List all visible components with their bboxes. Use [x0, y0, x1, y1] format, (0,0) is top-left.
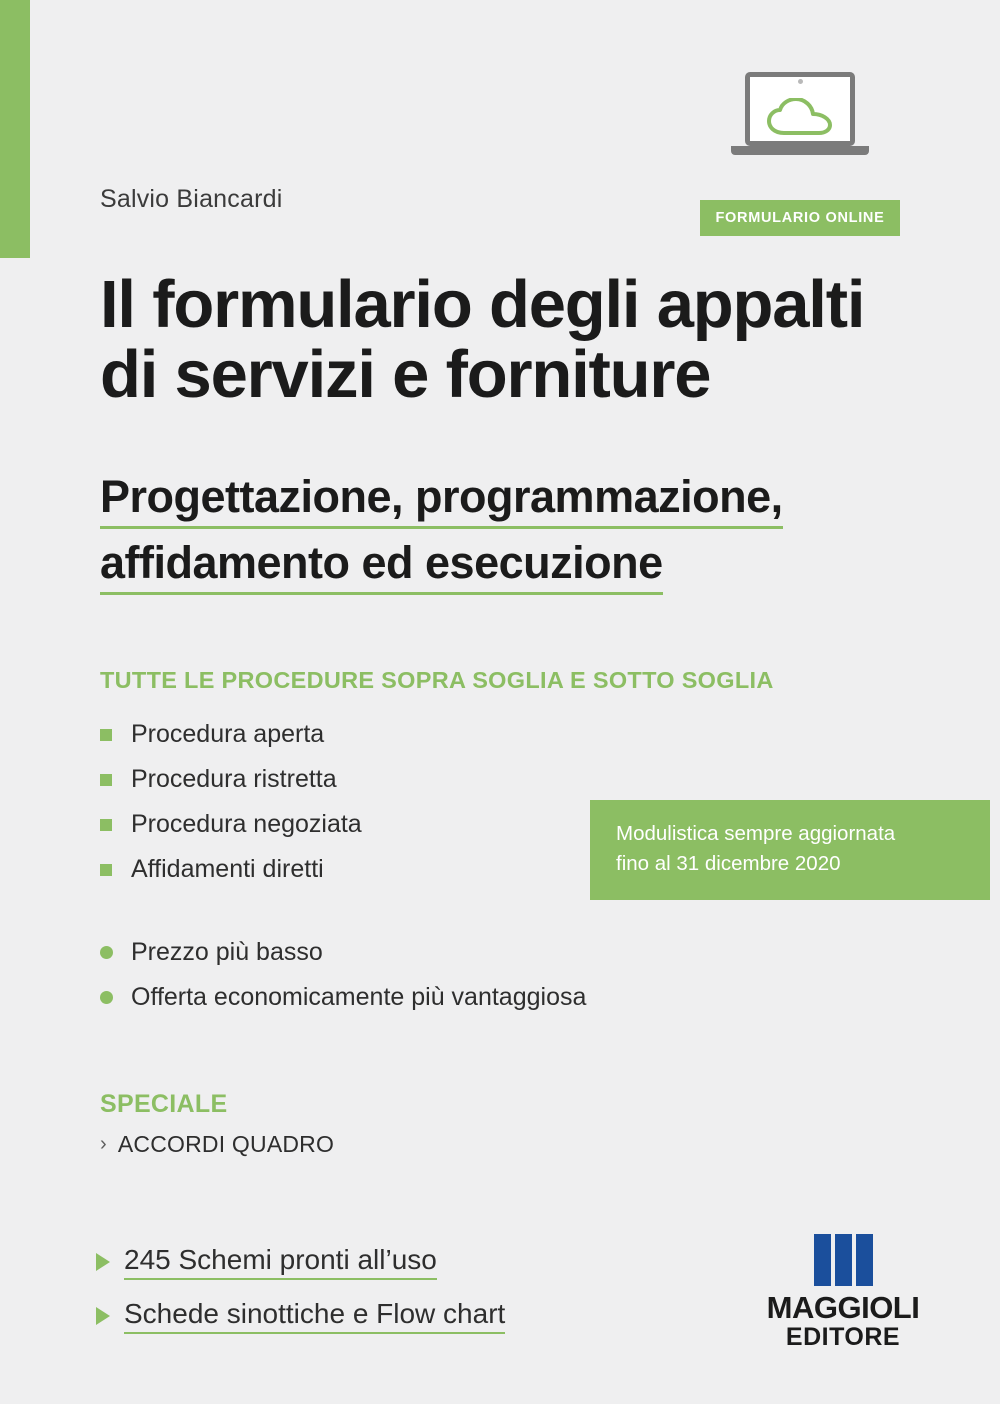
left-accent-bar	[0, 0, 30, 258]
laptop-cloud-icon	[745, 72, 855, 158]
speciale-item-label: ACCORDI QUADRO	[117, 1131, 335, 1157]
list-item-label: Prezzo più basso	[131, 938, 323, 966]
laptop-camera-dot	[798, 79, 803, 84]
list-item-label: Procedura negoziata	[131, 810, 362, 838]
author-name: Salvio Biancardi	[100, 185, 283, 213]
chevron-right-icon: ›	[100, 1133, 107, 1155]
highlight-label: Schede sinottiche e Flow chart	[124, 1298, 505, 1334]
speciale-list-item	[100, 1131, 334, 1158]
laptop-base	[731, 146, 869, 155]
update-info-box	[590, 800, 990, 900]
publisher-subtitle: EDITORE	[785, 1323, 901, 1352]
logo-bar	[835, 1234, 852, 1286]
square-bullet-icon	[100, 774, 112, 786]
maggioli-logo-mark-icon	[748, 1234, 938, 1286]
square-bullet-icon	[100, 819, 112, 831]
square-bullet-icon	[100, 864, 112, 876]
formulario-online-badge: FORMULARIO ONLINE	[700, 200, 900, 236]
page-title	[100, 267, 930, 412]
publisher-logo	[748, 1234, 938, 1352]
speciale-heading: SPECIALE	[100, 1090, 228, 1118]
subtitle-line-1: Progettazione, programmazione,	[100, 470, 783, 529]
publisher-name: MAGGIOLI	[766, 1290, 920, 1326]
list-item-label: Procedura aperta	[131, 720, 325, 748]
triangle-bullet-icon	[96, 1307, 110, 1325]
title-line-2: di servizi e forniture	[100, 336, 711, 412]
dot-bullet-icon	[100, 991, 113, 1004]
update-info-line-1: Modulistica sempre aggiornata	[616, 822, 896, 845]
procedures-heading: TUTTE LE PROCEDURE SOPRA SOGLIA E SOTTO SOGLIA	[100, 667, 774, 693]
procedures-list	[100, 712, 580, 892]
page-subtitle	[100, 470, 930, 595]
list-item	[100, 930, 720, 975]
square-bullet-icon	[100, 729, 112, 741]
update-info-line-2: fino al 31 dicembre 2020	[616, 851, 841, 875]
highlights-list	[96, 1235, 716, 1343]
list-item-label: Affidamenti diretti	[131, 855, 324, 883]
online-formulary-badge-group	[700, 72, 900, 242]
criteria-list	[100, 930, 720, 1020]
list-item	[100, 757, 580, 802]
list-item	[100, 802, 580, 847]
triangle-bullet-icon	[96, 1253, 110, 1271]
title-line-1: Il formulario degli appalti	[100, 267, 865, 342]
logo-bar	[814, 1234, 831, 1286]
list-item	[100, 712, 580, 757]
subtitle-line-2: affidamento ed esecuzione	[100, 536, 663, 595]
list-item-label: Offerta economicamente più vantaggiosa	[131, 983, 587, 1011]
cloud-icon	[767, 98, 833, 141]
highlight-label: 245 Schemi pronti all’uso	[124, 1244, 437, 1280]
list-item	[96, 1289, 716, 1343]
list-item	[96, 1235, 716, 1289]
list-item-label: Procedura ristretta	[131, 765, 337, 793]
dot-bullet-icon	[100, 946, 113, 959]
list-item	[100, 847, 580, 892]
logo-bar	[856, 1234, 873, 1286]
list-item	[100, 975, 720, 1020]
